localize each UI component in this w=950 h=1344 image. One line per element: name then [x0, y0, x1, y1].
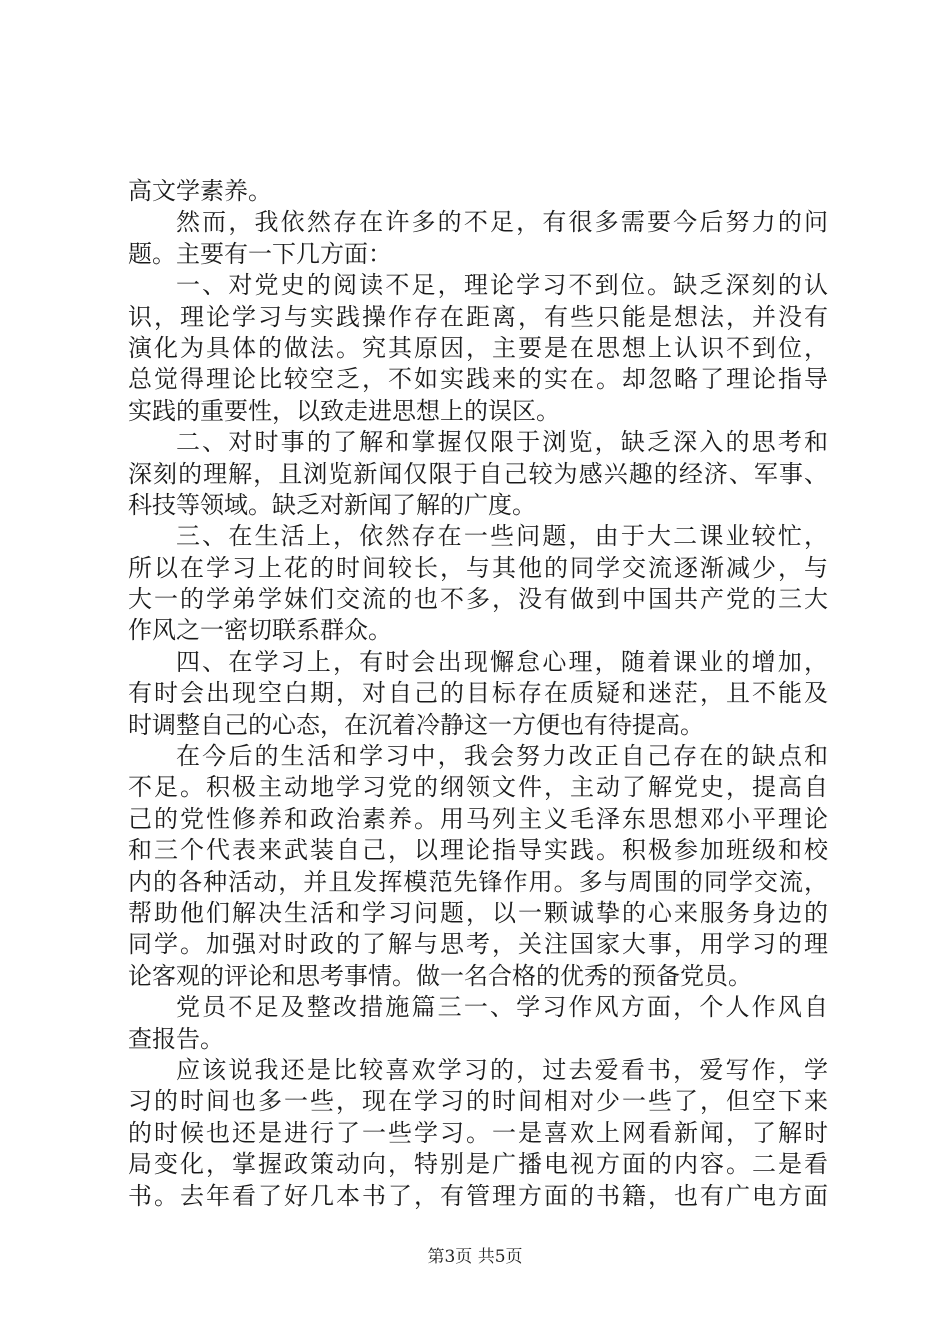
- text-line: 不足。积极主动地学习党的纲领文件，主动了解党史，提高自: [128, 773, 828, 802]
- text-line: 高文学素养。: [128, 177, 272, 205]
- text-line: 党员不足及整改措施篇三一、学习作风方面，个人作风自: [176, 993, 828, 1022]
- text-line: 三、在生活上，依然存在一些问题，由于大二课业较忙，: [176, 522, 828, 551]
- text-line: 大一的学弟学妹们交流的也不多，没有做到中国共产党的三大: [128, 585, 828, 614]
- text-line: 局变化，掌握政策动向，特别是广播电视方面的内容。二是看: [128, 1150, 828, 1179]
- text-line: 习的时间也多一些，现在学习的时间相对少一些了，但空下来: [128, 1087, 828, 1116]
- text-line: 然而，我依然存在许多的不足，有很多需要今后努力的问: [176, 208, 828, 237]
- text-line: 帮助他们解决生活和学习问题，以一颗诚挚的心来服务身边的: [128, 898, 828, 927]
- page-footer: 第3页 共5页: [427, 1247, 523, 1267]
- text-line: 论客观的评论和思考事情。做一名合格的优秀的预备党员。: [128, 961, 752, 990]
- text-line: 识，理论学习与实践操作存在距离，有些只能是想法，并没有: [128, 302, 828, 331]
- text-line: 的时候也还是进行了一些学习。一是喜欢上网看新闻，了解时: [128, 1118, 828, 1147]
- text-line: 时调整自己的心态，在沉着冷静这一方便也有待提高。: [128, 710, 704, 739]
- text-line: 演化为具体的做法。究其原因，主要是在思想上认识不到位，: [128, 333, 828, 362]
- text-line: 在今后的生活和学习中，我会努力改正自己存在的缺点和: [176, 742, 828, 771]
- text-line: 应该说我还是比较喜欢学习的，过去爱看书，爱写作，学: [176, 1055, 828, 1084]
- text-line: 题。主要有一下几方面：: [128, 239, 392, 268]
- text-line: 深刻的理解，且浏览新闻仅限于自己较为感兴趣的经济、军事、: [128, 459, 828, 488]
- text-line: 作风之一密切联系群众。: [128, 616, 392, 645]
- text-line: 总觉得理论比较空乏，不如实践来的实在。却忽略了理论指导: [128, 365, 828, 394]
- text-line: 和三个代表来武装自己，以理论指导实践。积极参加班级和校: [128, 836, 828, 865]
- text-line: 有时会出现空白期，对自己的目标存在质疑和迷茫，且不能及: [128, 679, 828, 708]
- text-line: 所以在学习上花的时间较长，与其他的同学交流逐渐减少，与: [128, 553, 828, 582]
- text-line: 同学。加强对时政的了解与思考，关注国家大事，用学习的理: [128, 930, 828, 959]
- text-line: 实践的重要性，以致走进思想上的误区。: [128, 396, 560, 425]
- document-body: [128, 176, 828, 1212]
- text-line: 四、在学习上，有时会出现懈怠心理，随着课业的增加，: [176, 647, 828, 676]
- text-line: 内的各种活动，并且发挥模范先锋作用。多与周围的同学交流，: [128, 867, 828, 896]
- text-line: 查报告。: [128, 1024, 224, 1053]
- text-line: 二、对时事的了解和掌握仅限于浏览，缺乏深入的思考和: [176, 428, 828, 457]
- text-line: 一、对党史的阅读不足，理论学习不到位。缺乏深刻的认: [176, 271, 828, 300]
- text-line: 科技等领域。缺乏对新闻了解的广度。: [128, 490, 536, 519]
- text-line: 书。去年看了好几本书了，有管理方面的书籍，也有广电方面: [128, 1181, 828, 1210]
- text-line: 己的党性修养和政治素养。用马列主义毛泽东思想邓小平理论: [128, 804, 828, 833]
